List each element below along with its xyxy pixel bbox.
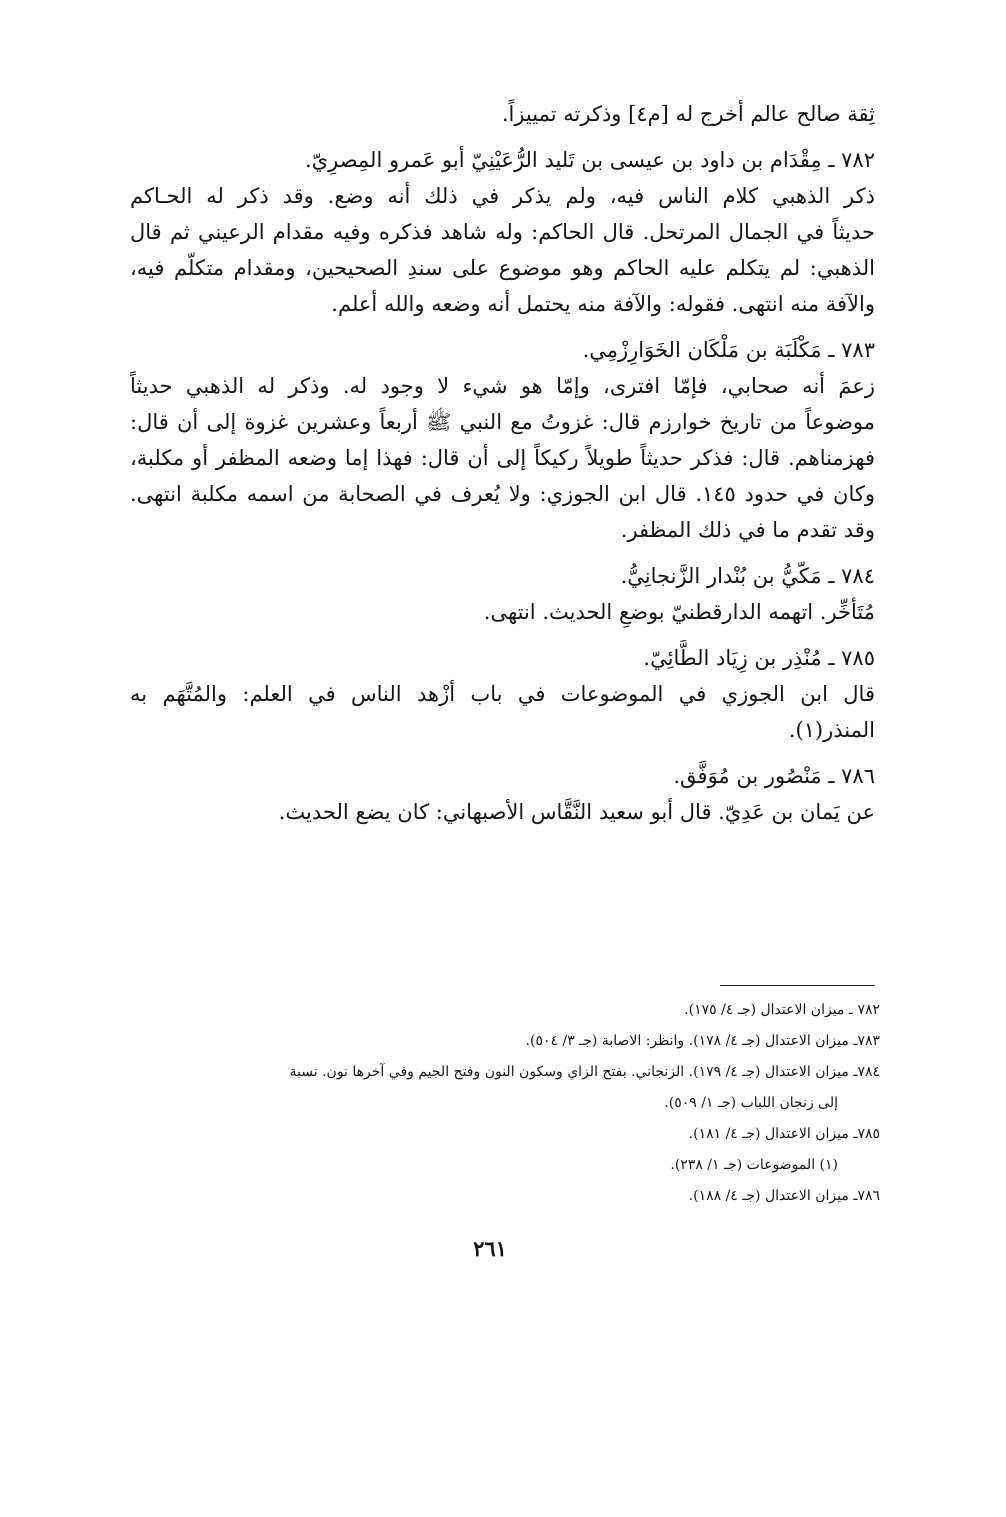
main-text: [130, 96, 875, 830]
entry-heading-783: ٧٨٣ ـ مَكْلَبَة بن مَلْكَان الخَوَارِزْمِي.: [582, 338, 875, 362]
footnote: ٧٨٣ـ ميزان الاعتدال (جـ ٤/ ١٧٨). وانظر: الاصابة (جـ ٣/ ٥٠٤).: [525, 1033, 880, 1049]
footnote: ٧٨٢ ـ ميزان الاعتدال (جـ ٤/ ١٧٥).: [684, 1002, 880, 1018]
footnote: ٧٨٤ـ ميزان الاعتدال (جـ ٤/ ١٧٩). الزنجاني. بفتح الزاي وسكون النون وفتح الجيم وفي آخرها نون. نسبة: [289, 1064, 880, 1080]
footnotes: [120, 995, 880, 1212]
entry-heading-782: ٧٨٢ ـ مِقْدَام بن داود بن عيسى بن تَليد الرُّعَيْنِيّ أبو عَمرو المِصرِيّ.: [305, 148, 875, 172]
entry-heading-785: ٧٨٥ ـ مُنْذِر بن زِيَاد الطَّائِيّ.: [643, 646, 875, 670]
entry-heading-786: ٧٨٦ ـ مَنْصُور بن مُوَفَّق.: [673, 764, 875, 788]
text-line: حديثاً في الجمال المرتحل. قال الحاكم: وله شاهد فذكره وفيه مقدام الرعيني ثم قال: [130, 220, 875, 244]
text-line: فهزمناهم. قال: فذكر حديثاً طويلاً ركيكاً إلى أن قال: فهذا إما وضعه المظفر أو مكلبة،: [130, 446, 875, 470]
entry-heading-784: ٧٨٤ ـ مَكّيُّ بن بُنْدار الزَّنجانِيُّ.: [620, 564, 875, 588]
text-line: المنذر(١).: [788, 718, 875, 742]
text-line: ثِقة صالح عالم أخرج له [م٤] وذكرته تمييزاً.: [501, 102, 875, 126]
text-line: عن يَمان بن عَدِيّ. قال أبو سعيد النَّقَّاس الأصبهاني: كان يضع الحديث.: [278, 800, 875, 824]
text-line: ذكر الذهبي كلام الناس فيه، ولم يذكر في ذلك أنه وضع. وقد ذكر له الحـاكم: [130, 184, 875, 208]
text-line: والآفة منه انتهى. فقوله: والآفة منه يحتمل أنه وضعه والله أعلم.: [331, 292, 875, 316]
text-line: زعمَ أنه صحابي، فإمّا افترى، وإمّا هو شيء لا وجود له. وذكر له الذهبي حديثاً: [130, 374, 875, 398]
page-number: ٢٦١: [473, 1236, 507, 1261]
text-line: وقد تقدم ما في ذلك المظفر.: [620, 518, 875, 542]
footnote: ٧٨٦ـ ميزان الاعتدال (جـ ٤/ ١٨٨).: [688, 1188, 880, 1204]
text-line: مُتَأخِّر. اتهمه الدارقطنيّ بوضعِ الحديث. انتهى.: [483, 600, 875, 624]
text-line: الذهبي: لم يتكلم عليه الحاكم وهو موضوع على سندِ الصحيحين، ومقدام متكلّم فيه،: [130, 256, 875, 280]
footnote: (١) الموضوعات (جـ ١/ ٢٣٨).: [670, 1157, 838, 1173]
text-line: قال ابن الجوزي في الموضوعات في باب أزْهد الناس في العلم: والمُتَّهَم به: [130, 682, 875, 706]
footnote-continuation: إلى زنجان اللباب (جـ ١/ ٥٠٩).: [664, 1095, 838, 1111]
footnote: ٧٨٥ـ ميزان الاعتدال (جـ ٤/ ١٨١).: [688, 1126, 880, 1142]
text-line: موضوعاً من تاريخ خوارزم قال: غزوتُ مع النبي ﷺ أربعاً وعشرين غزوة إلى أن قال:: [130, 410, 875, 434]
text-line: وكان في حدود ١٤٥. قال ابن الجوزي: ولا يُعرف في الصحابة من اسمه مكلبة انتهى.: [130, 482, 875, 506]
footnote-separator: [720, 985, 875, 986]
